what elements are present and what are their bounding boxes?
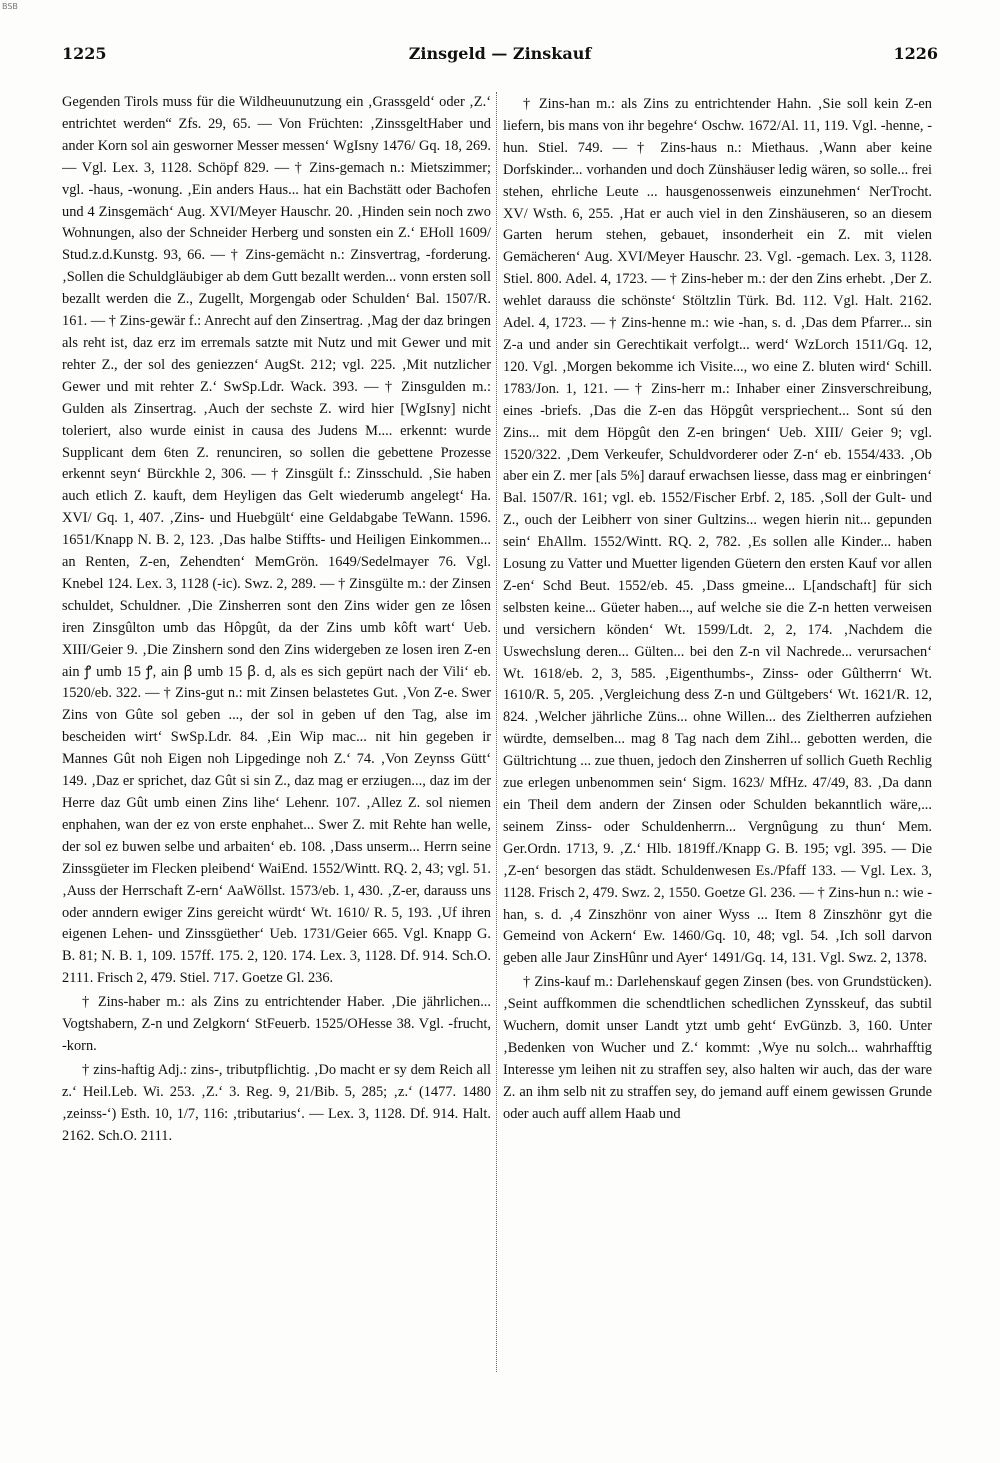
entry-zins-haber: † Zins-haber m.: als Zins zu entrichtender Haber. ‚Die jährlichen... Vogtshabern, Z-n und Zelgkorn‘ StFeuerb. 1525/OHesse 38. Vgl. -frucht, -korn. (62, 994, 491, 1054)
right-column (503, 92, 932, 1382)
entry-zins-kauf: † Zins-kauf m.: Darlehenskauf gegen Zinsen (bes. von Grundstücken). ‚Seint auffkommen die schendtlichen schedlichen Zynsskeuf, das subtil Wuchern, domit unser Landt ytzt umb geht‘ EvGünzb. 3, 160. Unter ‚Bedenken von Wucher und Z.‘ kommt: ‚Wye nu solch... wahrhafftig Interesse ym leihen nit zu straffen sey, also halten wir auch, das der ware Z. an ihm selb nit zu straffen sey, do jemand auff einem gewissen Grunde oder auch auff allem Haab und (503, 974, 932, 1122)
entry-zins-han: † Zins-han m.: als Zins zu entrichtender Hahn. ‚Sie soll kein Z-en liefern, bis mans von ihr begehre‘ Oschw. 1672/Al. 11, 119. Vgl. -henne, -hun. Stiel. 749. — † Zins-haus n.: Miethaus. ‚Wann aber keine Dorfskinder... vorhanden und doch Zünshäuser ledig wären, so solle... frei stehen, ehrliche Leute ... hausgenossenweis einzunehmen‘ NerTrocht. XV/ Wsth. 6, 255. ‚Hat er auch viel in den Zinshäuseren, so an diesem Garten herum stehen, gebauet, insonderheit ein Z. mit vielen Gemächeren‘ Aug. XVI/Meyer Hauschr. 23. Vgl. -gemach. Lex. 3, 1128. Stiel. 800. Adel. 4, 1723. — † Zins-heber m.: der den Zins erhebt. ‚Der Z. wehlet darauss die schönste‘ Stöltzlin Türk. Bd. 112. Vgl. Halt. 2162. Adel. 4, 1723. — † Zins-henne m.: wie -han, s. d. ‚Das dem Pfarrer... sin Z-a und ander sin Gerechtikait verfolgt... werd‘ WzLorch 1511/Gq. 12, 120. Vgl. ‚Morgen bekomme ich Visite..., wo eine Z. bluten wird‘ Schill. 1783/Jon. 1, 121. — † Zins-herr m.: Inhaber einer Zinsverschreibung, eines -briefs. ‚Das die Z-en das Höpgût verspriechent... Sont sú den Zins... mit dem Höpgût den Z-en bringen‘ Ueb. XIII/ Geier 9; vgl. 1520/322. ‚Dem Verkeufer, Schuldvorderer oder Z-n‘ eb. 1554/433. ‚Ob aber ein Z. mer [als 5%] darauf erwachsen liesse, dass mag er einbringen‘ Bal. 1507/R. 161; vgl. eb. 1552/Fischer Erbf. 2, 185. ‚Soll der Gult- und Z., ouch der Leibherr von siner Gultzins... wegen hierin nit... gepunden sein‘ EhAllm. 1552/Wintt. RQ. 2, 782. ‚Es sollen alle Kinder... haben Losung zu Vatter und Muetter ligenden Güetern den ersten Kauf vor allen Z-en‘ Schd Beut. 1552/eb. 45. ‚Dass gmeine... L[andschaft] für sich selbsten keine... Güeter haben..., auf welche sie die Z-n hetten verweisen und versichern könden‘ Wt. 1599/Ldt. 2, 2, 174. ‚Nachdem die Uswechslung deren... Gülten... bei den Z-n vil Nachrede... verursachen‘ Wt. 1618/eb. 2, 3, 585. ‚Eigenthumbs-, Zinss- oder Gûltherrn‘ Wt. 1610/R. 5, 205. ‚Vergleichung dess Z-n und Gültgebers‘ Wt. 1621/R. 12, 824. ‚Welcher jährliche Züns... ohne Willen... des Zieltherren aufziehen würdte, demselben... mag 8 Tag nach dem Zihl... gebotten werden, die Gültrichtung ... zue thuen, jedoch den Zinsherren uf sollich Gueth Rechlig zue erlegen unbenommen sein‘ Sigm. 1623/ MfHz. 47/49, 83. ‚Da dann ein Theil dem andern der Zinsen oder Schulden bekanntlich wäre,... seinem Zinss- oder Schuldenherrn... Vergnûgung zu thun‘ Mem. Ger.Ordn. 1713, 9. ‚Z.‘ Hlb. 1819ff./Knapp G. B. 195; vgl. 395. — Die ‚Z-en‘ besorgen das städt. Schuldenwesen Es./Pfaff 133. — Vgl. Lex. 3, 1128. Frisch 2, 479. Swz. 2, 1550. Goetze Gl. 236. — † Zins-hun n.: wie -han, s. d. ‚4 Zinszhönr von ainer Wyss ... Item 8 Zinszhönr gyt die Gemeind von Ackern‘ Ew. 1460/Gq. 10, 48; vgl. 54. ‚Ich soll darvon geben alle Jaur ZinsHûnr und Ayer‘ 1491/Gq. 14, 131. Vgl. Swz. 2, 1378. (503, 96, 932, 967)
page-number-right: 1226 (893, 44, 938, 63)
left-column (62, 92, 491, 1382)
column-divider (496, 92, 497, 1372)
page-header (62, 44, 938, 70)
entry-zinsgeld-continued: Gegenden Tirols muss für die Wildheuunutzung ein ‚Grassgeld‘ oder ‚Z.‘ entrichtet werden“ Zfs. 29, 65. — Von Früchten: ‚ZinssgeltHaber und ander Korn sol ain gesworner Messer messen‘ WgIsny 1476/ Gq. 18, 269. — Vgl. Lex. 3, 1128. Schöpf 829. — † Zins-gemach n.: Mietszimmer; vgl. -haus, -wonung. ‚Ein anders Haus... hat ein Bachstätt oder Bachofen und 4 Zinsgemäch‘ Aug. XVI/Meyer Hauschr. 20. ‚Hinden sein noch zwo Wohnungen, also der Schneider Herberg und sonsten ein Z.‘ EHoll 1609/ Stud.z.d.Kunstg. 93, 66. — † Zins-gemächt n.: Zinsvertrag, -forderung. ‚Sollen die Schuldgläubiger ab dem Gutt bezallt werden... vonn ersten soll bezallt werden die Z., Zugellt, Morgengab oder Schulden‘ Bal. 1507/R. 161. — † Zins-gewär f.: Anrecht auf den Zinsertrag. ‚Mag der daz bringen als reht ist, daz erz im erremals satzte mit Nutz und mit Gewer und mit rehter Z., der sol des geniezzen‘ AugSt. 212; vgl. 225. ‚Mit nutzlicher Gewer und mit rehter Z.‘ SwSp.Ldr. Wack. 393. — † Zinsgulden m.: Gulden als Zinsertrag. ‚Auch der sechste Z. wird hier [WgIsny] nicht toleriert, also wurde einist in causa des Judens M.... erkennt: wurde Supplicant dem 6ten Z. renunciren, so sollen die gebettene Prozesse erkennt seyn‘ Bürckhle 2, 306. — † Zinsgült f.: Zinsschuld. ‚Sie haben auch etlich Z. kauft, dem Heyligen das Gelt wiederumb angelegt‘ Ha. XVI/ Gq. 1, 407. ‚Zins- und Huebgült‘ eine Geldabgabe TeWann. 1596. 1651/Knapp N. B. 2, 123. ‚Das halbe Stiffts- und Heiligen Einkommen... an Renten, Z-en, Zehendten‘ MemGrön. 1649/Sedelmayer 76. Vgl. Knebel 124. Lex. 3, 1128 (-ic). Swz. 2, 289. — † Zinsgülte m.: der Zinsen schuldet, Schuldner. ‚Die Zinsherren sont den Zins wider gen ze lôsen iren Zinsgûlton umb das Hôpgût, da der Zins umb kôft wart‘ Ueb. XIII/Geier 9. ‚Die Zinshern sond den Zins widergeben ze losen iren Z-en ain ꝭ umb 15 ꝭ, ain ꞵ umb 15 ꞵ. d, als es sich gepürt nach der Vili‘ eb. 1520/eb. 322. — † Zins-gut n.: mit Zinsen belastetes Gut. ‚Von Z-e. Swer Zins von Gûte sol geben ..., der sol in geben uf den Tag, alse im bescheiden wirt‘ SwSp.Ldr. 84. ‚Ein Wip mac... nit hin gegeben ir Mannes Gût noh Eigen noh Lipgedinge noh Z.‘ 74. ‚Von Zeynss Gütt‘ 149. ‚Daz er sprichet, daz Gût si sin Z., daz mag er erziugen..., daz im der Herre daz Gût umb einen Zins lihe‘ Lehenr. 107. ‚Allez Z. sol niemen enphahen, wan der ez von erste enphahet... Swer Z. mit Rehte han welle, der sol ez buwen selbe und arbaiten‘ eb. 108. ‚Dass unserm... Herrn seine Zinssgüeter im Flecken pleibend‘ WaiEnd. 1552/Wintt. RQ. 2, 43; vgl. 51. ‚Auss der Herrschaft Z-ern‘ AaWöllst. 1573/eb. 1, 430. ‚Z-er, darauss uns oder anndern ewiger Zins gereicht würdt‘ Wt. 1610/ R. 5, 193. ‚Uf ihren eigenen Lehen- und Zinssgüether‘ Ueb. 1731/Geier 665. Vgl. Knapp G. B. 81; N. B. 1, 109. 157ff. 175. 2, 120. 174. Lex. 3, 1128. Df. 914. Sch.O. 2111. Frisch 2, 479. Stiel. 717. Goetze Gl. 236. (62, 94, 491, 987)
running-title: Zinsgeld — Zinskauf (408, 44, 592, 63)
entry-zins-haftig: † zins-haftig Adj.: zins-, tributpflichtig. ‚Do macht er sy dem Reich all z.‘ Heil.Leb. Wi. 253. ‚Z.‘ 3. Reg. 9, 21/Bib. 5, 285; ‚z.‘ (1477. 1480 ‚zeinss-‘) Esth. 10, 1/7, 116: ‚tributarius‘. — Lex. 3, 1128. Df. 914. Halt. 2162. Sch.O. 2111. (62, 1061, 491, 1144)
page-number-left: 1225 (62, 44, 107, 63)
library-stamp: BSB (2, 2, 18, 11)
